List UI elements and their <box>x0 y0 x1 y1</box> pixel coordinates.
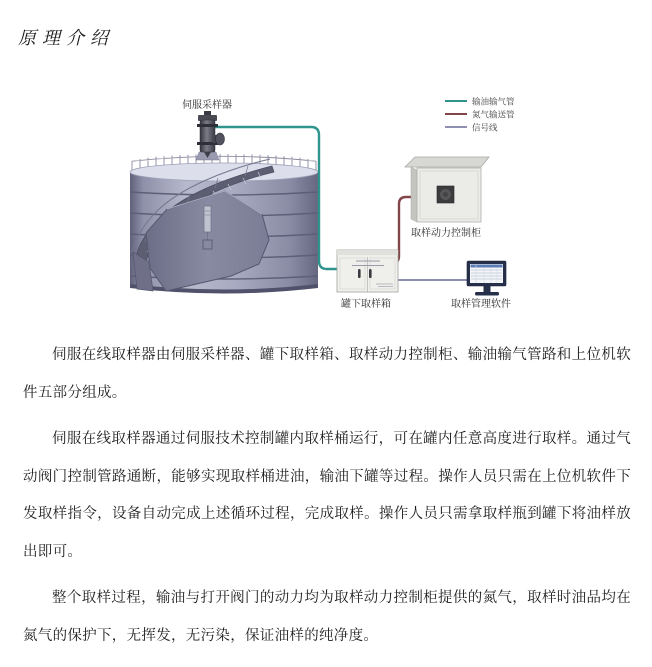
page-title: 原理介绍 <box>18 28 114 49</box>
legend-label-oil-gas: 输油输气管 <box>472 96 515 107</box>
sampling-box <box>337 250 398 292</box>
software-label: 取样管理软件 <box>451 299 511 310</box>
sampling-box-label: 罐下取样箱 <box>341 299 391 310</box>
sampler-label: 伺服采样器 <box>182 100 232 111</box>
legend <box>445 97 515 133</box>
principle-diagram <box>0 0 652 332</box>
control-cabinet <box>405 157 489 222</box>
body-text <box>23 337 631 664</box>
tank-roof <box>130 163 318 181</box>
paragraph-nitrogen-protection: 整个取样过程，输油与打开阀门的动力均为取样动力控制柜提供的氮气，取样时油品均在氮气的保护下，无挥发，无污染，保证油样的纯净度。 <box>23 590 631 644</box>
legend-label-signal: 信号线 <box>472 122 498 133</box>
legend-label-nitrogen: 氮气输送管 <box>472 109 515 120</box>
monitor-icon <box>467 261 506 296</box>
cabinet-label: 取样动力控制柜 <box>411 228 481 239</box>
paragraph-operation: 伺服在线取样器通过伺服技术控制罐内取样桶运行，可在罐内任意高度进行取样。通过气动阀门控制管路通断，能够实现取样桶进油，输油下罐等过程。操作人员只需在上位机软件下发取样指令，设备自动完成上述循环过程，完成取样。操作人员只需拿取样瓶到罐下将油样放出即可。 <box>23 431 631 560</box>
paragraph-composition: 伺服在线取样器由伺服采样器、罐下取样箱、取样动力控制柜、输油输气管路和上位机软件五部分组成。 <box>23 347 631 401</box>
servo-sampler-device <box>196 111 225 160</box>
storage-tank <box>130 154 318 294</box>
